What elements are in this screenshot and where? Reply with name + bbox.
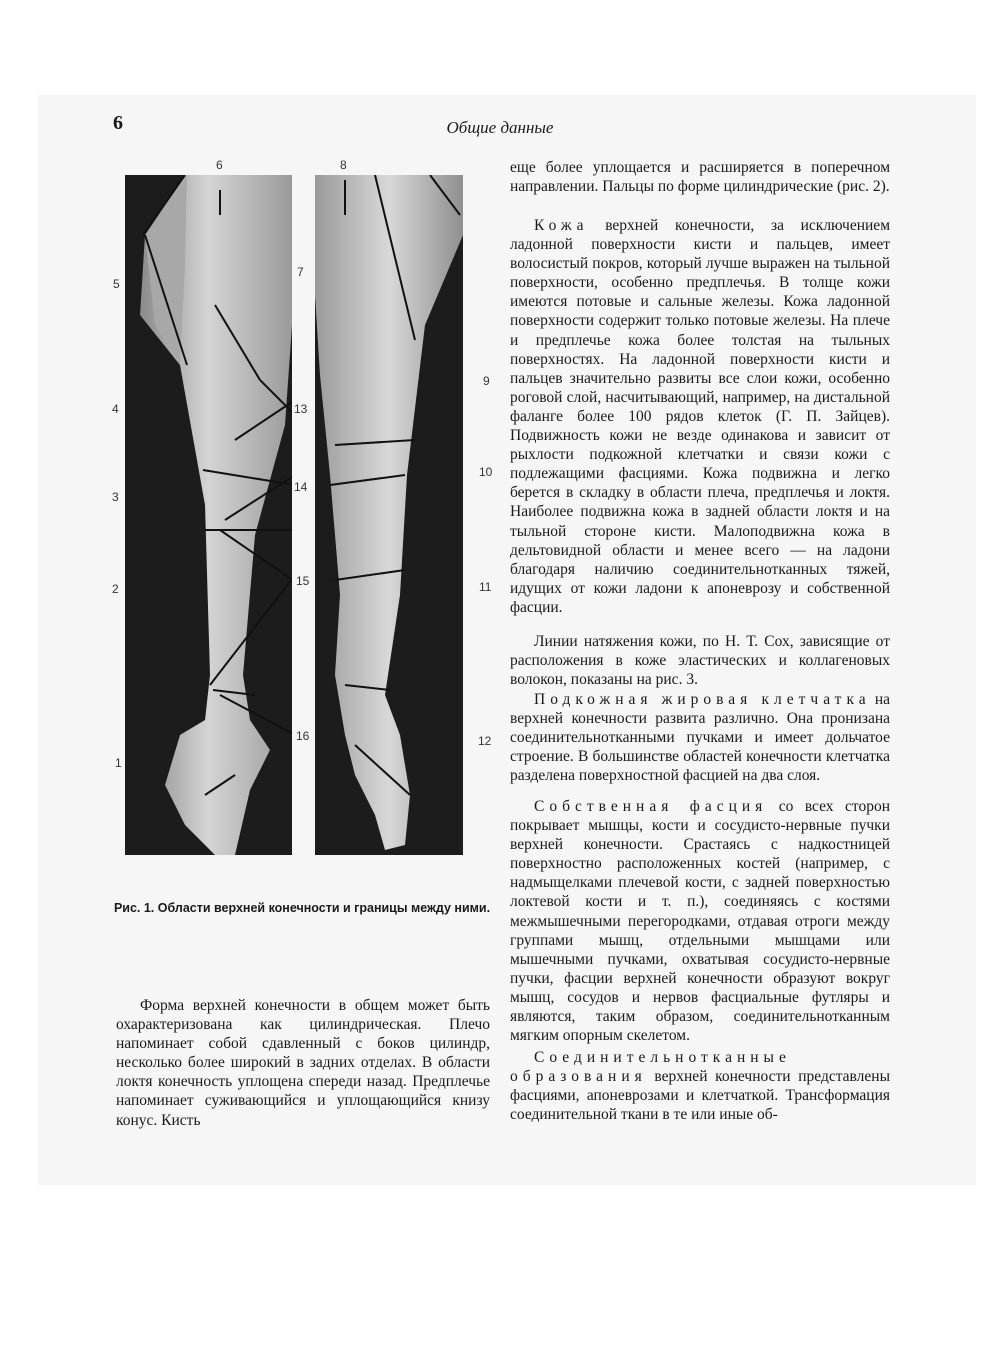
figure-photo-posterior — [315, 175, 463, 855]
figure-label-2: 2 — [112, 582, 119, 596]
figure-label-4: 4 — [112, 402, 119, 416]
page-number: 6 — [113, 112, 123, 134]
figure-label-14: 14 — [294, 480, 308, 494]
right-paragraph-skin: Кожа верхней конечности, за исключением ладонной поверхности кисти и пальцев, имеет волосистый покров, который лучше выражен на тыльной поверхности, особенно предплечья. В толще кожи имеются потовые и сальные железы. Кожа ладонной поверхности содержит только потовые железы. На плече и предплечье кожа более толстая на тыльных поверхностях. На ладонной поверхности кисти и пальцев значительно развиты все слои кожи, особенно роговой слой, насчитывающий, например, на дистальной фаланге более 100 рядов клеток (Г. П. Зайцев). Подвижность кожи не везде одинакова и зависит от рыхлости подкожной клетчатки и связи кожи с подлежащими фасциями. Кожа подвижна и легко берется в складку в области плеча, предплечья и локтя. Наиболее подвижна кожа в задней области локтя и на тыльной стороне кисти. Малоподвижна кожа в дельтовидной области и менее всего — на ладони благодаря наличию соединительнотканных тяжей, идущих от кожи ладони к апоневрозу и собственной фасции. — [510, 217, 890, 616]
arm-posterior-illustration — [315, 175, 463, 855]
figure-label-15: 15 — [296, 574, 310, 588]
figure-label-16: 16 — [296, 729, 310, 743]
left-column-paragraph: Форма верхней конечности в общем может быть охарактеризована как цилиндрическая. Плечо напоминает собой сдавленный с боков цилиндр, несколько более широкий в задних отделах. В области локтя конечность уплощена спереди назад. Предплечье напоминает суживающийся и уплощающийся книзу конус. Кисть — [116, 997, 490, 1129]
term-skin: Кожа — [534, 217, 589, 234]
figure-label-5: 5 — [113, 277, 120, 291]
figure-label-13: 13 — [294, 402, 308, 416]
figure-photo-anterior — [125, 175, 292, 855]
term-connective-formations: Соединительнотканные образования — [510, 1049, 791, 1086]
figure-label-3: 3 — [112, 490, 119, 504]
term-own-fascia: Собственная фасция — [534, 798, 768, 815]
figure-label-9: 9 — [483, 374, 490, 388]
right-paragraph-1: еще более уплощается и расширяется в поперечном направлении. Пальцы по форме цилиндрические (рис. 2). — [510, 159, 890, 196]
figure-label-8: 8 — [340, 158, 347, 172]
figure-label-12: 12 — [478, 734, 492, 748]
running-title: Общие данные — [446, 118, 554, 137]
term-subcutaneous-fat: Подкожная жировая клетчатка — [534, 691, 871, 708]
figure-label-7: 7 — [297, 265, 304, 279]
arm-anterior-illustration — [125, 175, 292, 855]
right-paragraph-subcutaneous: Подкожная жировая клетчатка на верхней конечности развита различно. Она пронизана соединительнотканными пучками и имеет дольчатое строение. В большинстве областей конечности клетчатка разделена поверхностной фасцией на два слоя. — [510, 691, 890, 785]
right-paragraph-fascia: Собственная фасция со всех сторон покрывает мышцы, кости и сосудисто-нервные пучки верхней конечности. Срастаясь с надкостницей поверхностно расположенных костей (например, с надмыщелками плечевой кости, с задней поверхностью локтевой кости и т. п.), соединяясь с костями межмышечными перегородками, отдавая отроги между группами мышц, отдельными мышцами или мышечными пучками, охватывая сосудисто-нервные пучки, фасции верхней конечности образуют вокруг мышц, сосудов и нервов фасциальные футляры и являются, таким образом, соединительнотканным мягким опорным скелетом. — [510, 798, 890, 1045]
figure-label-11: 11 — [479, 580, 492, 594]
figure-label-1: 1 — [115, 756, 122, 770]
figure-label-6: 6 — [216, 158, 223, 172]
figure-caption: Рис. 1. Области верхней конечности и границы между ними. — [113, 901, 491, 915]
figure-label-10: 10 — [479, 465, 493, 479]
right-paragraph-tension-lines: Линии натяжения кожи, по Н. Т. Сох, зависящие от расположения в коже эластических и коллагеновых волокон, показаны на рис. 3. — [510, 633, 890, 689]
right-paragraph-connective: Соединительнотканные образования верхней конечности представлены фасциями, апоневрозами и клетчаткой. Трансформация соединительной ткани в те или иные об- — [510, 1049, 890, 1124]
